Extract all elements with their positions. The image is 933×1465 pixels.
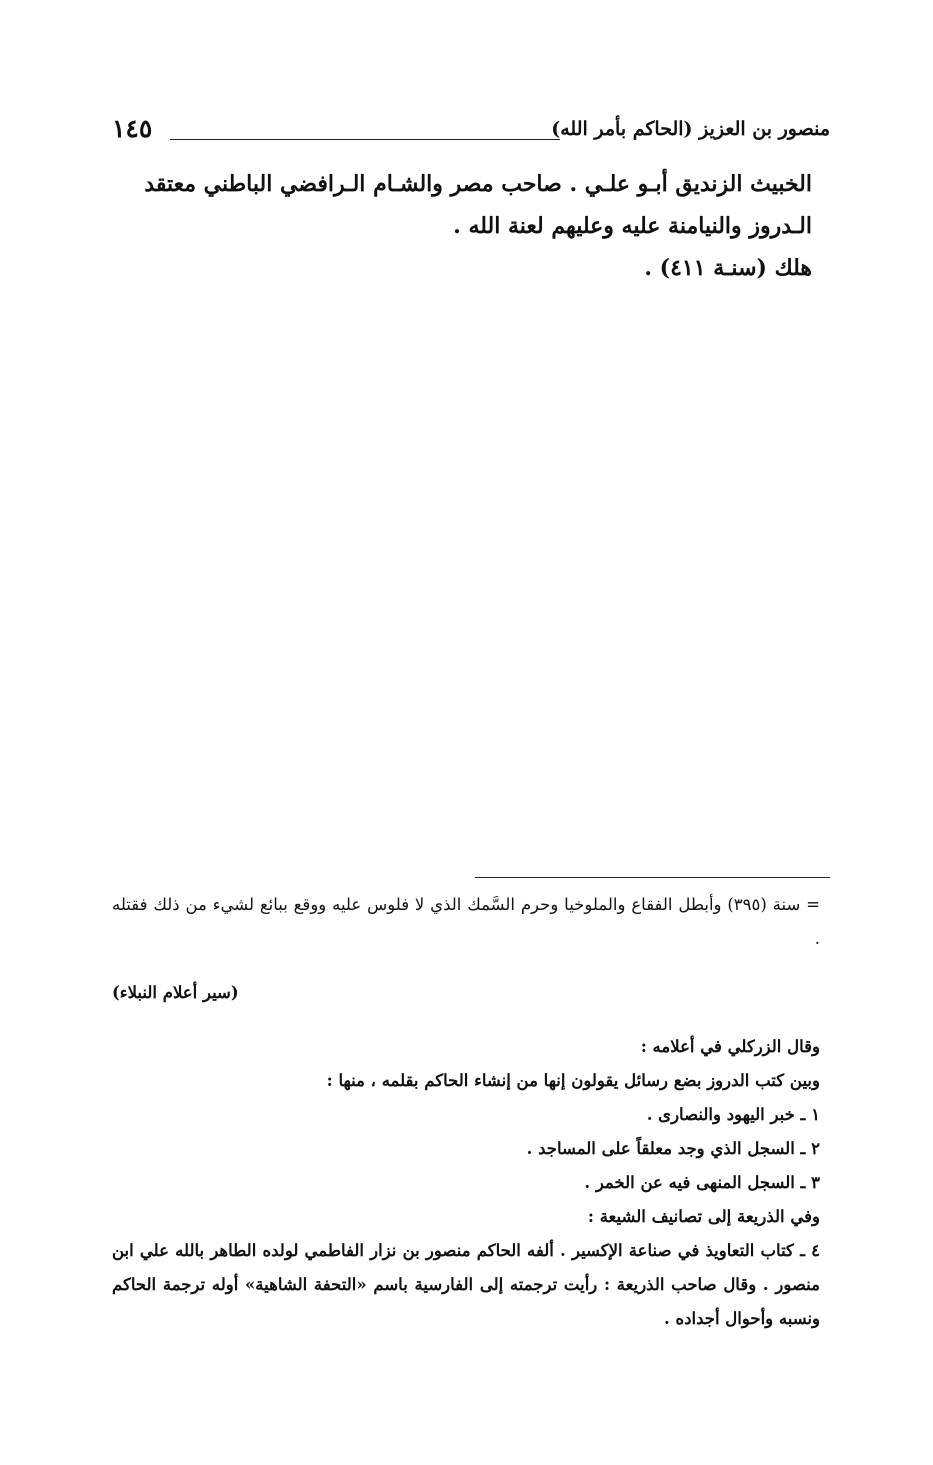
footnote-divider bbox=[475, 877, 830, 878]
footnote-list-item: ٣ ـ السجل المنهى فيه عن الخمر . bbox=[584, 1173, 820, 1192]
page-number: ١٤٥ bbox=[112, 114, 153, 143]
page-header bbox=[112, 114, 830, 154]
footnote-list-item: ١ ـ خبر اليهود والنصارى . bbox=[646, 1105, 820, 1124]
footnote-paragraph: وقال الزركلي في أعلامه : bbox=[640, 1037, 820, 1056]
header-rule bbox=[170, 139, 560, 140]
main-text bbox=[112, 163, 812, 289]
footnote-list-item: ٢ ـ السجل الذي وجد معلقاً على المساجد . bbox=[526, 1139, 820, 1158]
footnote-source: (سير أعلام النبلاء) bbox=[112, 983, 239, 1002]
main-line: الـدروز والنيامنة عليه وعليهم لعنة الله . bbox=[453, 213, 812, 239]
main-line: الخبيث الزنديق أبـو علـي . صاحب مصر والشـام الـرافضي الباطني معتقد bbox=[144, 171, 812, 197]
footnote-paragraph: وفي الذريعة إلى تصانيف الشيعة : bbox=[587, 1207, 820, 1226]
footnote-continuation: = سنة (٣٩٥) وأبطل الفقاع والملوخيا وحرم السَّمك الذي لا فلوس عليه ووقع ببائع لشيء من ذلك فقتله . bbox=[112, 895, 820, 948]
running-title: منصور بن العزيز (الحاكم بأمر الله) bbox=[551, 118, 830, 140]
footnote-paragraph: وبين كتب الدروز بضع رسائل يقولون إنها من إنشاء الحاكم بقلمه ، منها : bbox=[326, 1071, 820, 1090]
main-line: هلك (سنـة ٤١١) . bbox=[644, 255, 812, 281]
footnotes bbox=[112, 888, 820, 1336]
footnote-list-item: ٤ ـ كتاب التعاويذ في صناعة الإكسير . ألفه الحاكم منصور بن نزار الفاطمي لولده الطاهر بالله علي ابن منصور . وقال صاحب الذريعة : رأيت ترجمته إلى الفارسية باسم «التحفة الشاهية» أوله ترجمة الحاكم ونسبه وأحوال أجداده . bbox=[112, 1241, 820, 1328]
